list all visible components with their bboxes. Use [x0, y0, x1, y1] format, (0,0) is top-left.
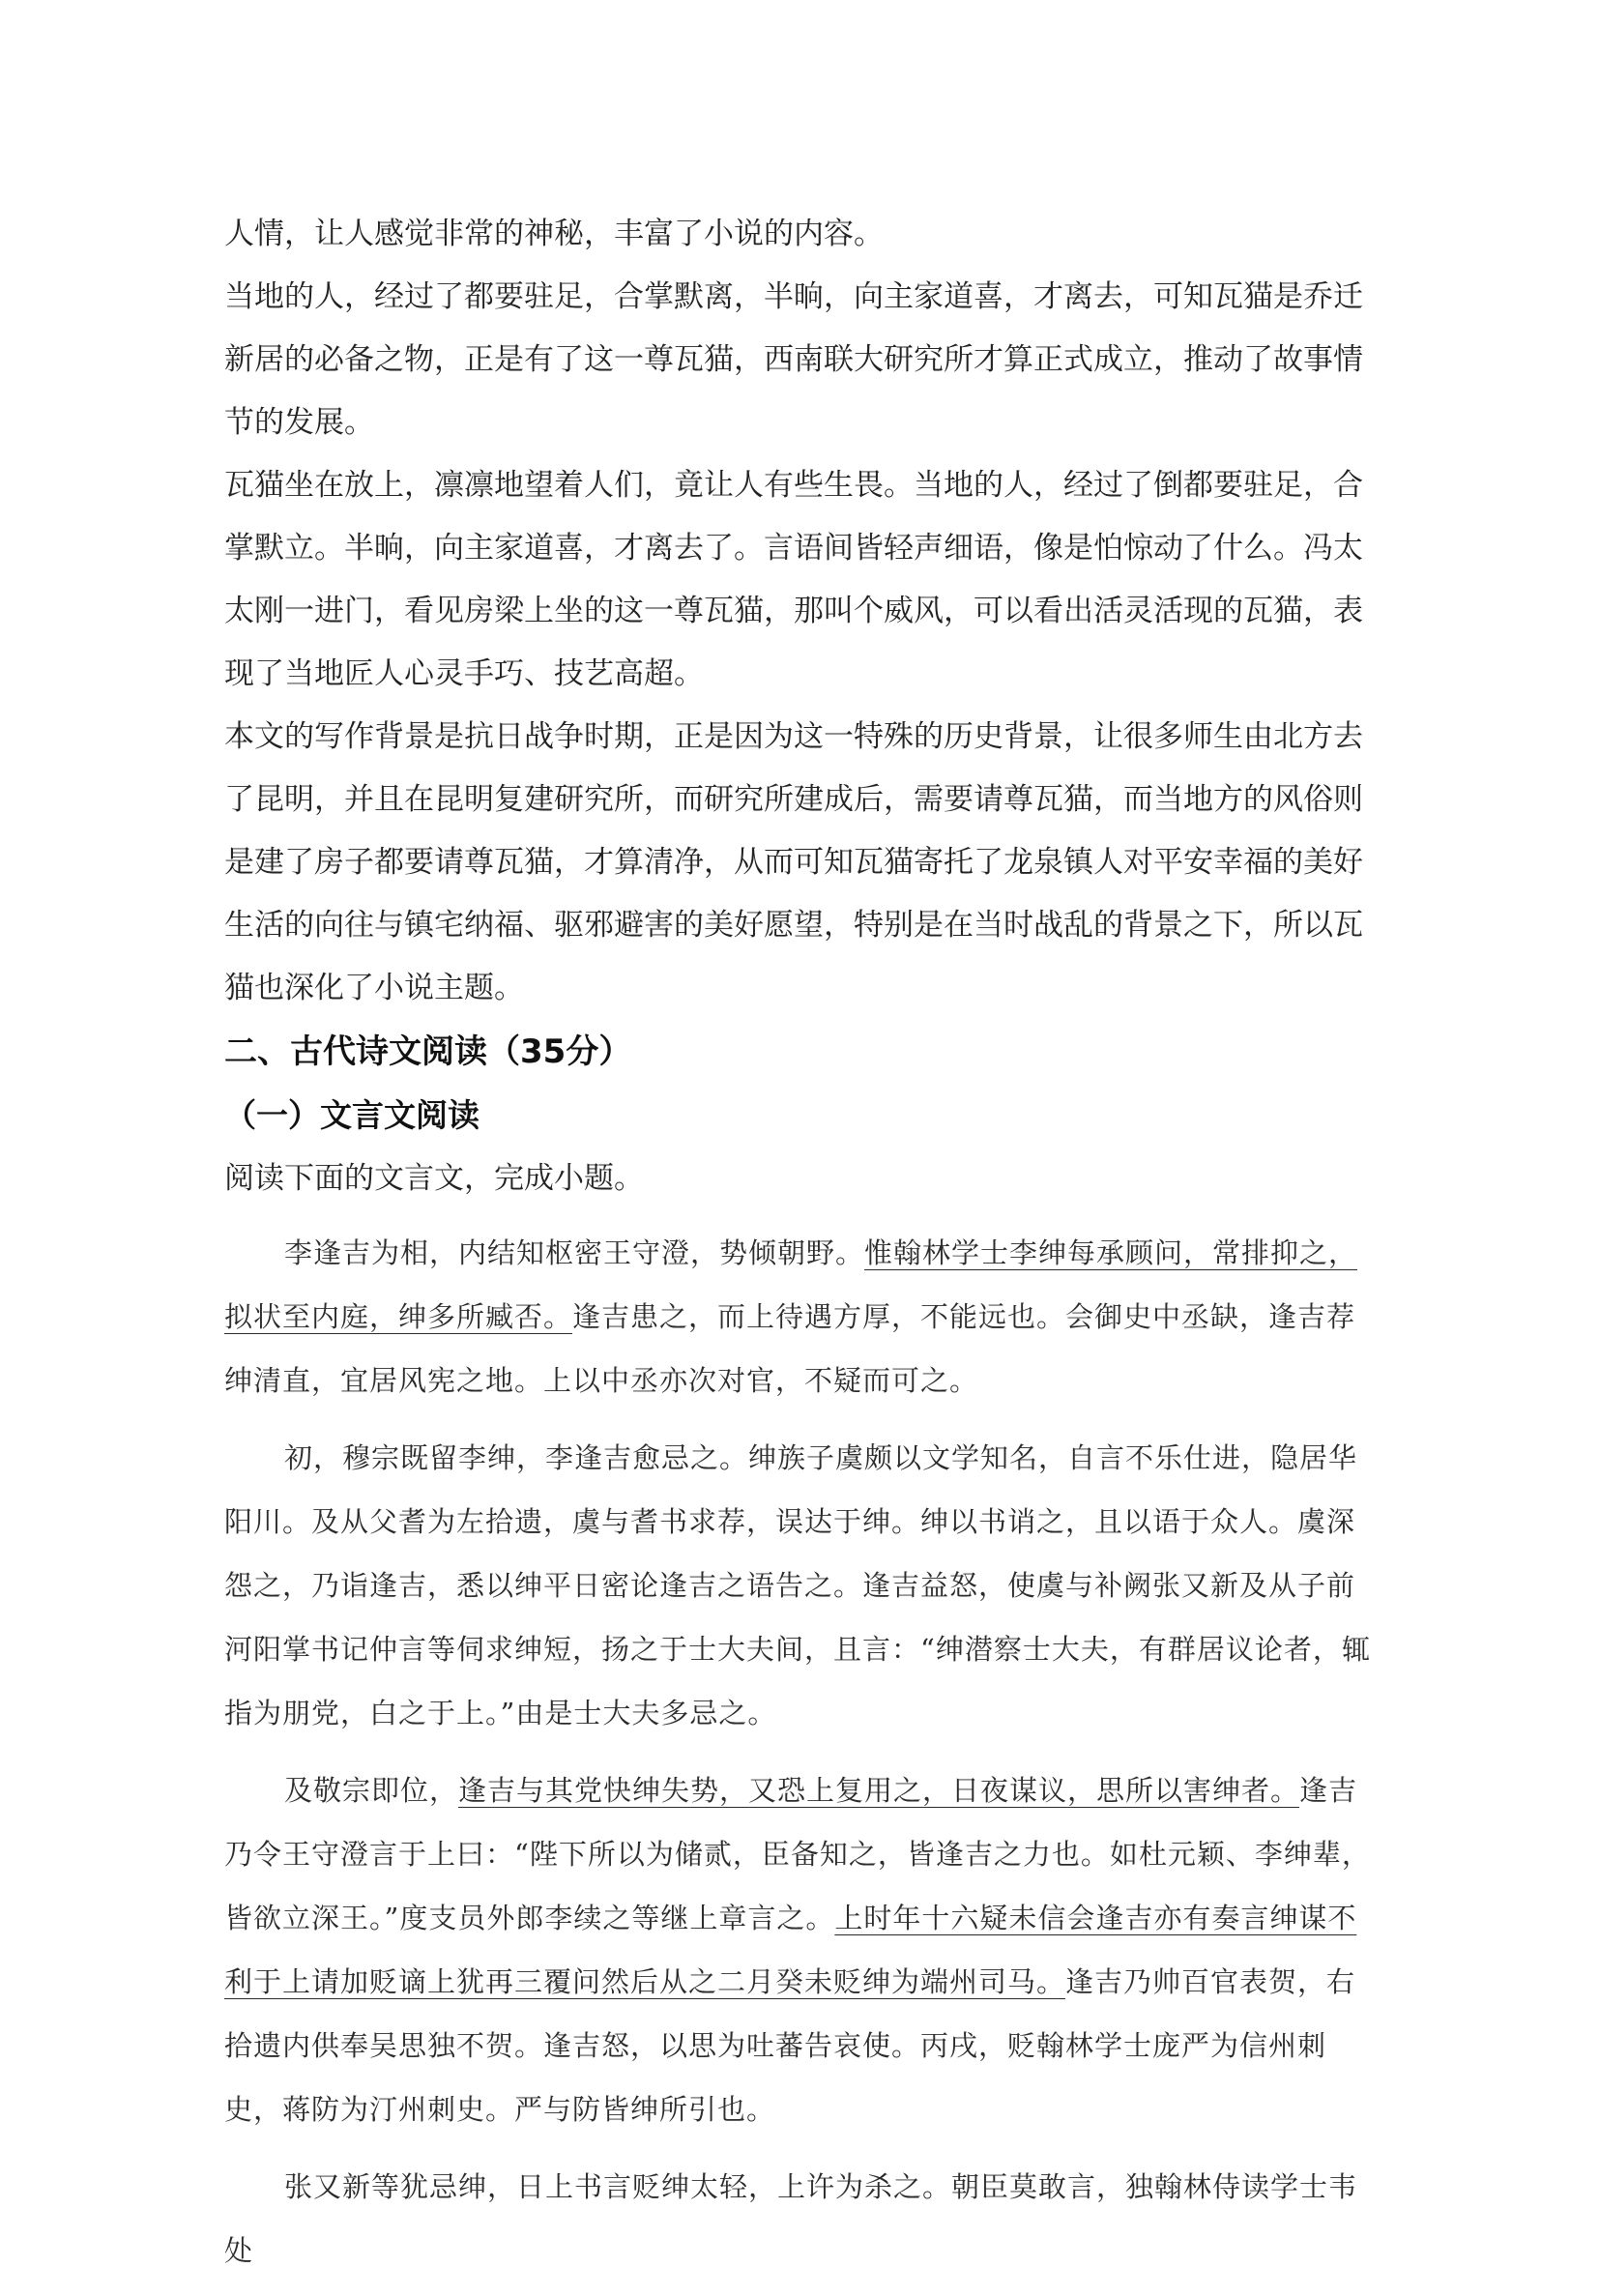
underlined-punctuation-question: 上时年十六疑未信会逢吉亦有奏言绅谋不利于上请加贬谪上犹再三覆问然后从之二月癸未贬绅为端州司马。 [224, 1902, 1357, 1998]
answer-analysis [224, 203, 1375, 1020]
classical-text [224, 1221, 1375, 2282]
analysis-paragraph-2: 当地的人，经过了都要驻足，合掌默离，半晌，向主家道喜，才离去，可知瓦猫是乔迁新居的必备之物，正是有了这一尊瓦猫，西南联大研究所才算正式成立，推动了故事情节的发展。 [224, 279, 1363, 440]
page-content [224, 203, 1375, 2296]
classical-text-segment: 逢吉乃帅百官表贺，右拾遗内供奉吴思独不贺。逢吉怒，以思为吐蕃告哀使。丙戌，贬翰林学士庞严为信州刺史，蒋防为汀州刺史。严与防皆绅所引也。 [224, 1965, 1356, 2126]
classical-text-segment: 逢吉乃令王守澄言于上曰：“陛下所以为储贰，臣备知之，皆逢吉之力也。如杜元颖、李绅辈，皆欲立深王。”度支员外郎李续之等继上章言之。 [224, 1774, 1371, 1934]
classical-text-segment: 逢吉患之，而上待遇方厚，不能远也。会御史中丞缺，逢吉荐绅清直，宜居风宪之地。上以中丞亦次对官，不疑而可之。 [224, 1300, 1356, 1397]
underlined-sentence: 逢吉与其党快绅失势，又恐上复用之，日夜谋议，思所以害绅者。 [458, 1774, 1300, 1807]
classical-text-segment: 及敬宗即位， [284, 1774, 459, 1807]
analysis-paragraph-3: 瓦猫坐在放上，凛凛地望着人们，竟让人有些生畏。当地的人，经过了倒都要驻足，合掌默立。半晌，向主家道喜，才离去了。言语间皆轻声细语，像是怕惊动了什么。冯太太刚一进门，看见房梁上坐的这一尊瓦猫，那叫个威风，可以看出活灵活现的瓦猫，表现了当地匠人心灵手巧、技艺高超。 [224, 468, 1363, 691]
subsection-title: （一）文言文阅读 [224, 1096, 480, 1134]
analysis-paragraph-1: 人情，让人感觉非常的神秘，丰富了小说的内容。 [224, 217, 884, 251]
classical-paragraph-4: 张又新等犹忌绅，日上书言贬绅太轻，上许为杀之。朝臣莫敢言，独翰林侍读学士韦处 [224, 2170, 1358, 2267]
classical-text-segment: 李逢吉为相，内结知枢密王守澄，势倾朝野。 [284, 1236, 865, 1269]
reading-instruction: 阅读下面的文言文，完成小题。 [224, 1161, 644, 1196]
classical-paragraph-1 [224, 1221, 1375, 1412]
section-title: 二、古代诗文阅读（35分） [224, 1032, 632, 1071]
underlined-sentence: 惟翰林学士李绅每承顾问，常排抑之，拟状至内庭，绅多所臧否。 [224, 1236, 1358, 1333]
classical-paragraph-2: 初，穆宗既留李绅，李逢吉愈忌之。绅族子虞颇以文学知名，自言不乐仕进，隐居华阳川。及从父耆为左拾遗，虞与耆书求荐，误达于绅。绅以书诮之，且以语于众人。虞深怨之，乃诣逢吉，悉以绅平日密论逢吉之语告之。逢吉益怒，使虞与补阙张又新及从子前河阳掌书记仲言等伺求绅短，扬之于士大夫间，且言：“绅潜察士大夫，有群居议论者，辄指为朋党，白之于上。”由是士大夫多忌之。 [224, 1441, 1371, 1729]
analysis-paragraph-4: 本文的写作背景是抗日战争时期，正是因为这一特殊的历史背景，让很多师生由北方去了昆明，并且在昆明复建研究所，而研究所建成后，需要请尊瓦猫，而当地方的风俗则是建了房子都要请尊瓦猫，才算清净，从而可知瓦猫寄托了龙泉镇人对平安幸福的美好生活的向往与镇宅纳福、驱邪避害的美好愿望，特别是在当时战乱的背景之下，所以瓦猫也深化了小说主题。 [224, 719, 1363, 1005]
classical-paragraph-3 [224, 1758, 1375, 2141]
